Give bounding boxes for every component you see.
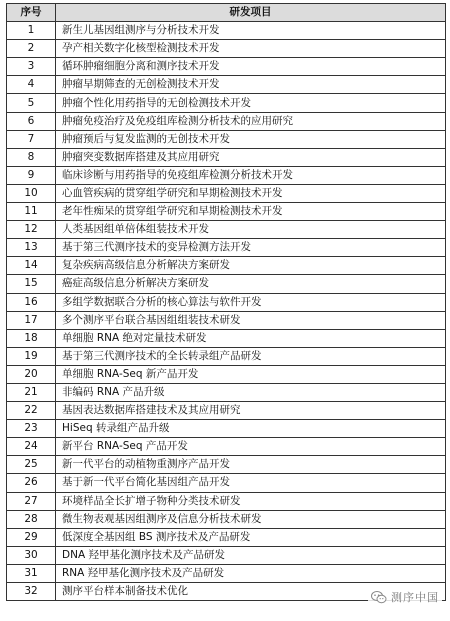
table-row	[7, 402, 446, 420]
table-row	[7, 76, 446, 94]
row-project: 心血管疾病的贯穿组学研究和早期检测技术开发	[56, 184, 446, 202]
row-number: 29	[7, 528, 56, 546]
row-number: 27	[7, 492, 56, 510]
row-project: 新一代平台的动植物重测序产品开发	[56, 456, 446, 474]
table-row	[7, 329, 446, 347]
row-number: 28	[7, 510, 56, 528]
table-row	[7, 365, 446, 383]
table-row	[7, 510, 446, 528]
row-number: 5	[7, 94, 56, 112]
row-project: 临床诊断与用药指导的免疫组库检测分析技术开发	[56, 166, 446, 184]
watermark	[368, 588, 442, 606]
header-project: 研发项目	[56, 4, 446, 22]
table-row	[7, 239, 446, 257]
row-project: 人类基因组单倍体组装技术开发	[56, 221, 446, 239]
row-number: 11	[7, 203, 56, 221]
table-row	[7, 221, 446, 239]
table-row	[7, 130, 446, 148]
row-number: 8	[7, 148, 56, 166]
row-number: 25	[7, 456, 56, 474]
table-row	[7, 347, 446, 365]
table-row	[7, 546, 446, 564]
table-row	[7, 438, 446, 456]
table-row	[7, 58, 446, 76]
row-project: 非编码 RNA 产品升级	[56, 383, 446, 401]
row-project: 单细胞 RNA 绝对定量技术研发	[56, 329, 446, 347]
row-project: 环境样品全长扩增子物种分类技术研发	[56, 492, 446, 510]
row-project: 肿瘤预后与复发监测的无创技术开发	[56, 130, 446, 148]
row-project: 基于第三代测序技术的全长转录组产品研发	[56, 347, 446, 365]
row-project: 孕产相关数字化核型检测技术开发	[56, 40, 446, 58]
row-project: 测序平台样本制备技术优化	[56, 583, 446, 601]
table-row	[7, 148, 446, 166]
table-row	[7, 528, 446, 546]
row-number: 19	[7, 347, 56, 365]
row-project: 肿瘤早期筛查的无创检测技术开发	[56, 76, 446, 94]
row-number: 15	[7, 275, 56, 293]
row-project: 基于第三代测序技术的变异检测方法开发	[56, 239, 446, 257]
table-row	[7, 22, 446, 40]
row-project: 多组学数据联合分析的核心算法与软件开发	[56, 293, 446, 311]
table-row	[7, 257, 446, 275]
row-number: 31	[7, 564, 56, 582]
row-project: DNA 羟甲基化测序技术及产品研发	[56, 546, 446, 564]
row-number: 6	[7, 112, 56, 130]
row-number: 12	[7, 221, 56, 239]
row-number: 24	[7, 438, 56, 456]
row-project: 多个测序平台联合基因组组装技术研发	[56, 311, 446, 329]
row-number: 32	[7, 583, 56, 601]
row-number: 4	[7, 76, 56, 94]
row-project: 低深度全基因组 BS 测序技术及产品研发	[56, 528, 446, 546]
row-project: 基于新一代平台简化基因组产品开发	[56, 474, 446, 492]
row-number: 22	[7, 402, 56, 420]
row-number: 30	[7, 546, 56, 564]
wechat-icon	[371, 591, 387, 604]
row-number: 14	[7, 257, 56, 275]
row-project: 肿瘤个性化用药指导的无创检测技术开发	[56, 94, 446, 112]
row-number: 13	[7, 239, 56, 257]
row-number: 20	[7, 365, 56, 383]
table-body	[7, 22, 446, 601]
rd-project-table	[6, 3, 446, 601]
row-number: 16	[7, 293, 56, 311]
row-number: 23	[7, 420, 56, 438]
row-project: 肿瘤突变数据库搭建及其应用研究	[56, 148, 446, 166]
table-row	[7, 293, 446, 311]
row-number: 7	[7, 130, 56, 148]
table-row	[7, 40, 446, 58]
table-row	[7, 420, 446, 438]
row-project: 新生儿基因组测序与分析技术开发	[56, 22, 446, 40]
row-number: 2	[7, 40, 56, 58]
row-number: 3	[7, 58, 56, 76]
row-project: 微生物表观基因组测序及信息分析技术研发	[56, 510, 446, 528]
row-project: 老年性痴呆的贯穿组学研究和早期检测技术开发	[56, 203, 446, 221]
project-table-container	[6, 3, 446, 601]
row-number: 21	[7, 383, 56, 401]
watermark-text: 测序中国	[391, 591, 439, 604]
table-row	[7, 275, 446, 293]
row-project: 基因表达数据库搭建技术及其应用研究	[56, 402, 446, 420]
row-project: 肿瘤免疫治疗及免疫组库检测分析技术的应用研究	[56, 112, 446, 130]
table-row	[7, 112, 446, 130]
table-row	[7, 203, 446, 221]
row-project: 复杂疾病高级信息分析解决方案研发	[56, 257, 446, 275]
table-row	[7, 184, 446, 202]
table-row	[7, 492, 446, 510]
row-number: 17	[7, 311, 56, 329]
row-number: 1	[7, 22, 56, 40]
header-no: 序号	[7, 4, 56, 22]
row-project: 循环肿瘤细胞分离和测序技术开发	[56, 58, 446, 76]
row-number: 9	[7, 166, 56, 184]
table-row	[7, 564, 446, 582]
table-row	[7, 456, 446, 474]
row-number: 18	[7, 329, 56, 347]
row-project: 新平台 RNA-Seq 产品开发	[56, 438, 446, 456]
row-project: HiSeq 转录组产品升级	[56, 420, 446, 438]
table-row	[7, 311, 446, 329]
table-row	[7, 383, 446, 401]
table-row	[7, 94, 446, 112]
row-number: 26	[7, 474, 56, 492]
table-row	[7, 474, 446, 492]
table-header-row	[7, 4, 446, 22]
row-project: 癌症高级信息分析解决方案研发	[56, 275, 446, 293]
table-row	[7, 166, 446, 184]
row-project: RNA 羟甲基化测序技术及产品研发	[56, 564, 446, 582]
row-project: 单细胞 RNA-Seq 新产品开发	[56, 365, 446, 383]
row-number: 10	[7, 184, 56, 202]
